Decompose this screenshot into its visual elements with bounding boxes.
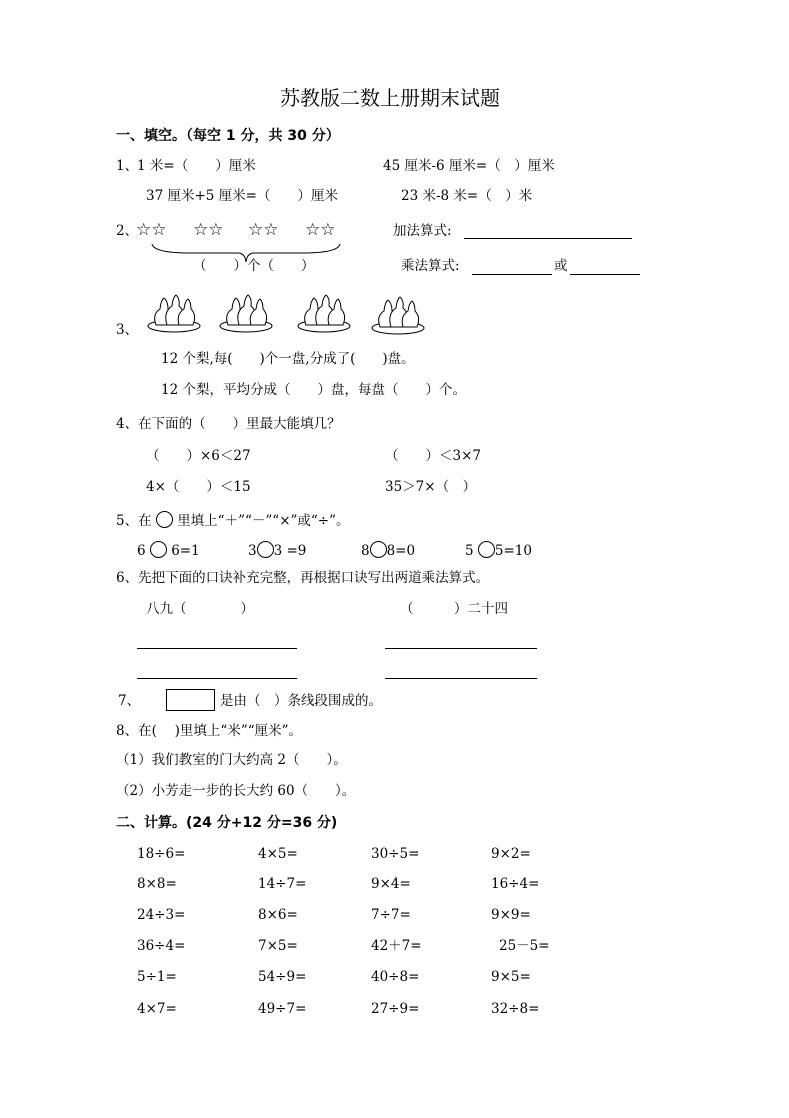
q2-count-blank: （ ）个（ ） — [193, 258, 315, 274]
q3-line-1: 12 个梨,每( )个一盘,分成了( )盘。 — [161, 351, 415, 367]
q5-expression-1 — [137, 541, 200, 559]
calc-item: 30÷5= — [371, 846, 420, 862]
q5-e2-left: 3 — [248, 543, 257, 559]
calc-item: 9×5= — [491, 969, 531, 985]
q1-item-d: 23 米-8 米=（ ）米 — [401, 188, 533, 204]
q5-e4-right: 5=10 — [494, 543, 532, 559]
q5-e2-right: 3 =9 — [273, 543, 307, 559]
page-title: 苏教版二数上册期末试题 — [280, 86, 500, 110]
q5-prompt — [116, 511, 350, 529]
calc-item: 4×5= — [258, 846, 298, 862]
q6-answer-line-4 — [385, 678, 537, 679]
q5-e3-left: 8 — [361, 543, 370, 559]
q4-item-b: （ ）＜3×7 — [385, 448, 481, 464]
q8-prompt: 8、在( )里填上“米”“厘米”。 — [116, 723, 303, 739]
addition-label: 加法算式: — [393, 223, 452, 239]
pear-plate-2-icon — [220, 295, 272, 332]
pear-plate-1-icon — [148, 295, 200, 332]
operator-circle-icon[interactable] — [370, 541, 387, 558]
calc-item: 8×8= — [137, 876, 177, 892]
calc-item: 27÷9= — [371, 1001, 420, 1017]
q2-number: 2、 — [116, 223, 139, 239]
calc-item: 42＋7= — [371, 938, 422, 954]
pear-plate-4-icon — [372, 297, 424, 334]
section-2-heading: 二、计算。(24 分+12 分=36 分) — [116, 815, 338, 831]
pear-plate-3-icon — [298, 295, 350, 332]
calc-item: 16÷4= — [491, 876, 540, 892]
q6-prompt: 6、先把下面的口诀补充完整，再根据口诀写出两道乘法算式。 — [116, 570, 490, 586]
calc-item: 9×4= — [371, 876, 411, 892]
q8-item-1: （1）我们教室的门大约高 2（ ）。 — [116, 752, 347, 768]
q5-prompt-pre: 5、在 — [116, 513, 152, 529]
calc-item: 54÷9= — [258, 969, 307, 985]
rectangle-figure — [166, 689, 215, 711]
star-group-4: ☆☆ — [305, 220, 336, 240]
calc-item: 14÷7= — [258, 876, 307, 892]
q3-line-2: 12 个梨，平均分成（ ）盘，每盘（ ）个。 — [161, 382, 466, 398]
q6-answer-line-1 — [137, 648, 297, 649]
addition-answer-line — [464, 238, 632, 239]
q1-item-a: 1 米=（ ）厘米 — [137, 158, 256, 174]
operator-circle-icon[interactable] — [150, 541, 167, 558]
q4-item-d: 35＞7×（ ） — [385, 479, 477, 495]
calc-item: 49÷7= — [258, 1001, 307, 1017]
q6-rhyme-right: （ ）二十四 — [400, 601, 508, 617]
star-group-2: ☆☆ — [193, 220, 224, 240]
q4-item-c: 4×（ ）＜15 — [146, 479, 251, 495]
calc-item: 9×2= — [491, 846, 531, 862]
q5-expression-2 — [248, 541, 306, 559]
calc-item: 5÷1= — [137, 969, 177, 985]
q8-item-2: （2）小芳走一步的长大约 60（ ）。 — [116, 783, 356, 799]
or-label: 或 — [554, 258, 568, 274]
q5-prompt-post: 里填上“＋”“－”“×”或“÷”。 — [177, 513, 350, 529]
q7-number: 7、 — [118, 693, 141, 709]
calc-item: 7÷7= — [371, 907, 411, 923]
q4-item-a: （ ）×6＜27 — [146, 448, 251, 464]
calc-item: 7×5= — [258, 938, 298, 954]
q3-number: 3、 — [116, 322, 139, 338]
calc-item: 32÷8= — [491, 1001, 540, 1017]
circle-icon — [156, 511, 173, 528]
calc-item: 4×7= — [137, 1001, 177, 1017]
q5-expression-3 — [361, 541, 415, 559]
operator-circle-icon[interactable] — [257, 541, 274, 558]
q4-prompt: 4、在下面的（ ）里最大能填几？ — [116, 416, 341, 432]
q5-e1-right: 6=1 — [171, 543, 200, 559]
multiplication-answer-line-2 — [570, 274, 640, 275]
q6-answer-line-3 — [385, 648, 537, 649]
calc-item: 18÷6= — [137, 846, 186, 862]
calc-item: 25－5= — [499, 938, 550, 954]
calc-item: 9×9= — [491, 907, 531, 923]
multiplication-label: 乘法算式: — [401, 258, 460, 274]
q5-e4-left: 5 — [465, 543, 474, 559]
q5-e1-left: 6 — [137, 543, 146, 559]
q7-text: 是由（ ）条线段围成的。 — [220, 693, 382, 709]
q5-e3-right: 8=0 — [386, 543, 416, 559]
q1-item-c: 37 厘米+5 厘米=（ ）厘米 — [146, 188, 338, 204]
q1-number: 1、 — [116, 158, 139, 174]
section-1-heading: 一、填空。（每空 1 分，共 30 分） — [116, 128, 340, 144]
q5-expression-4 — [465, 541, 532, 559]
q1-item-b: 45 厘米-6 厘米=（ ）厘米 — [383, 158, 555, 174]
calc-item: 24÷3= — [137, 907, 186, 923]
star-group-3: ☆☆ — [248, 220, 279, 240]
q6-answer-line-2 — [137, 678, 297, 679]
multiplication-answer-line-1 — [472, 274, 552, 275]
q6-rhyme-left: 八九（ ） — [146, 601, 254, 617]
calc-item: 36÷4= — [137, 938, 186, 954]
pear-plates-image — [146, 292, 436, 338]
operator-circle-icon[interactable] — [478, 541, 495, 558]
calc-item: 8×6= — [258, 907, 298, 923]
calc-item: 40÷8= — [371, 969, 420, 985]
star-group-1: ☆☆ — [136, 220, 167, 240]
